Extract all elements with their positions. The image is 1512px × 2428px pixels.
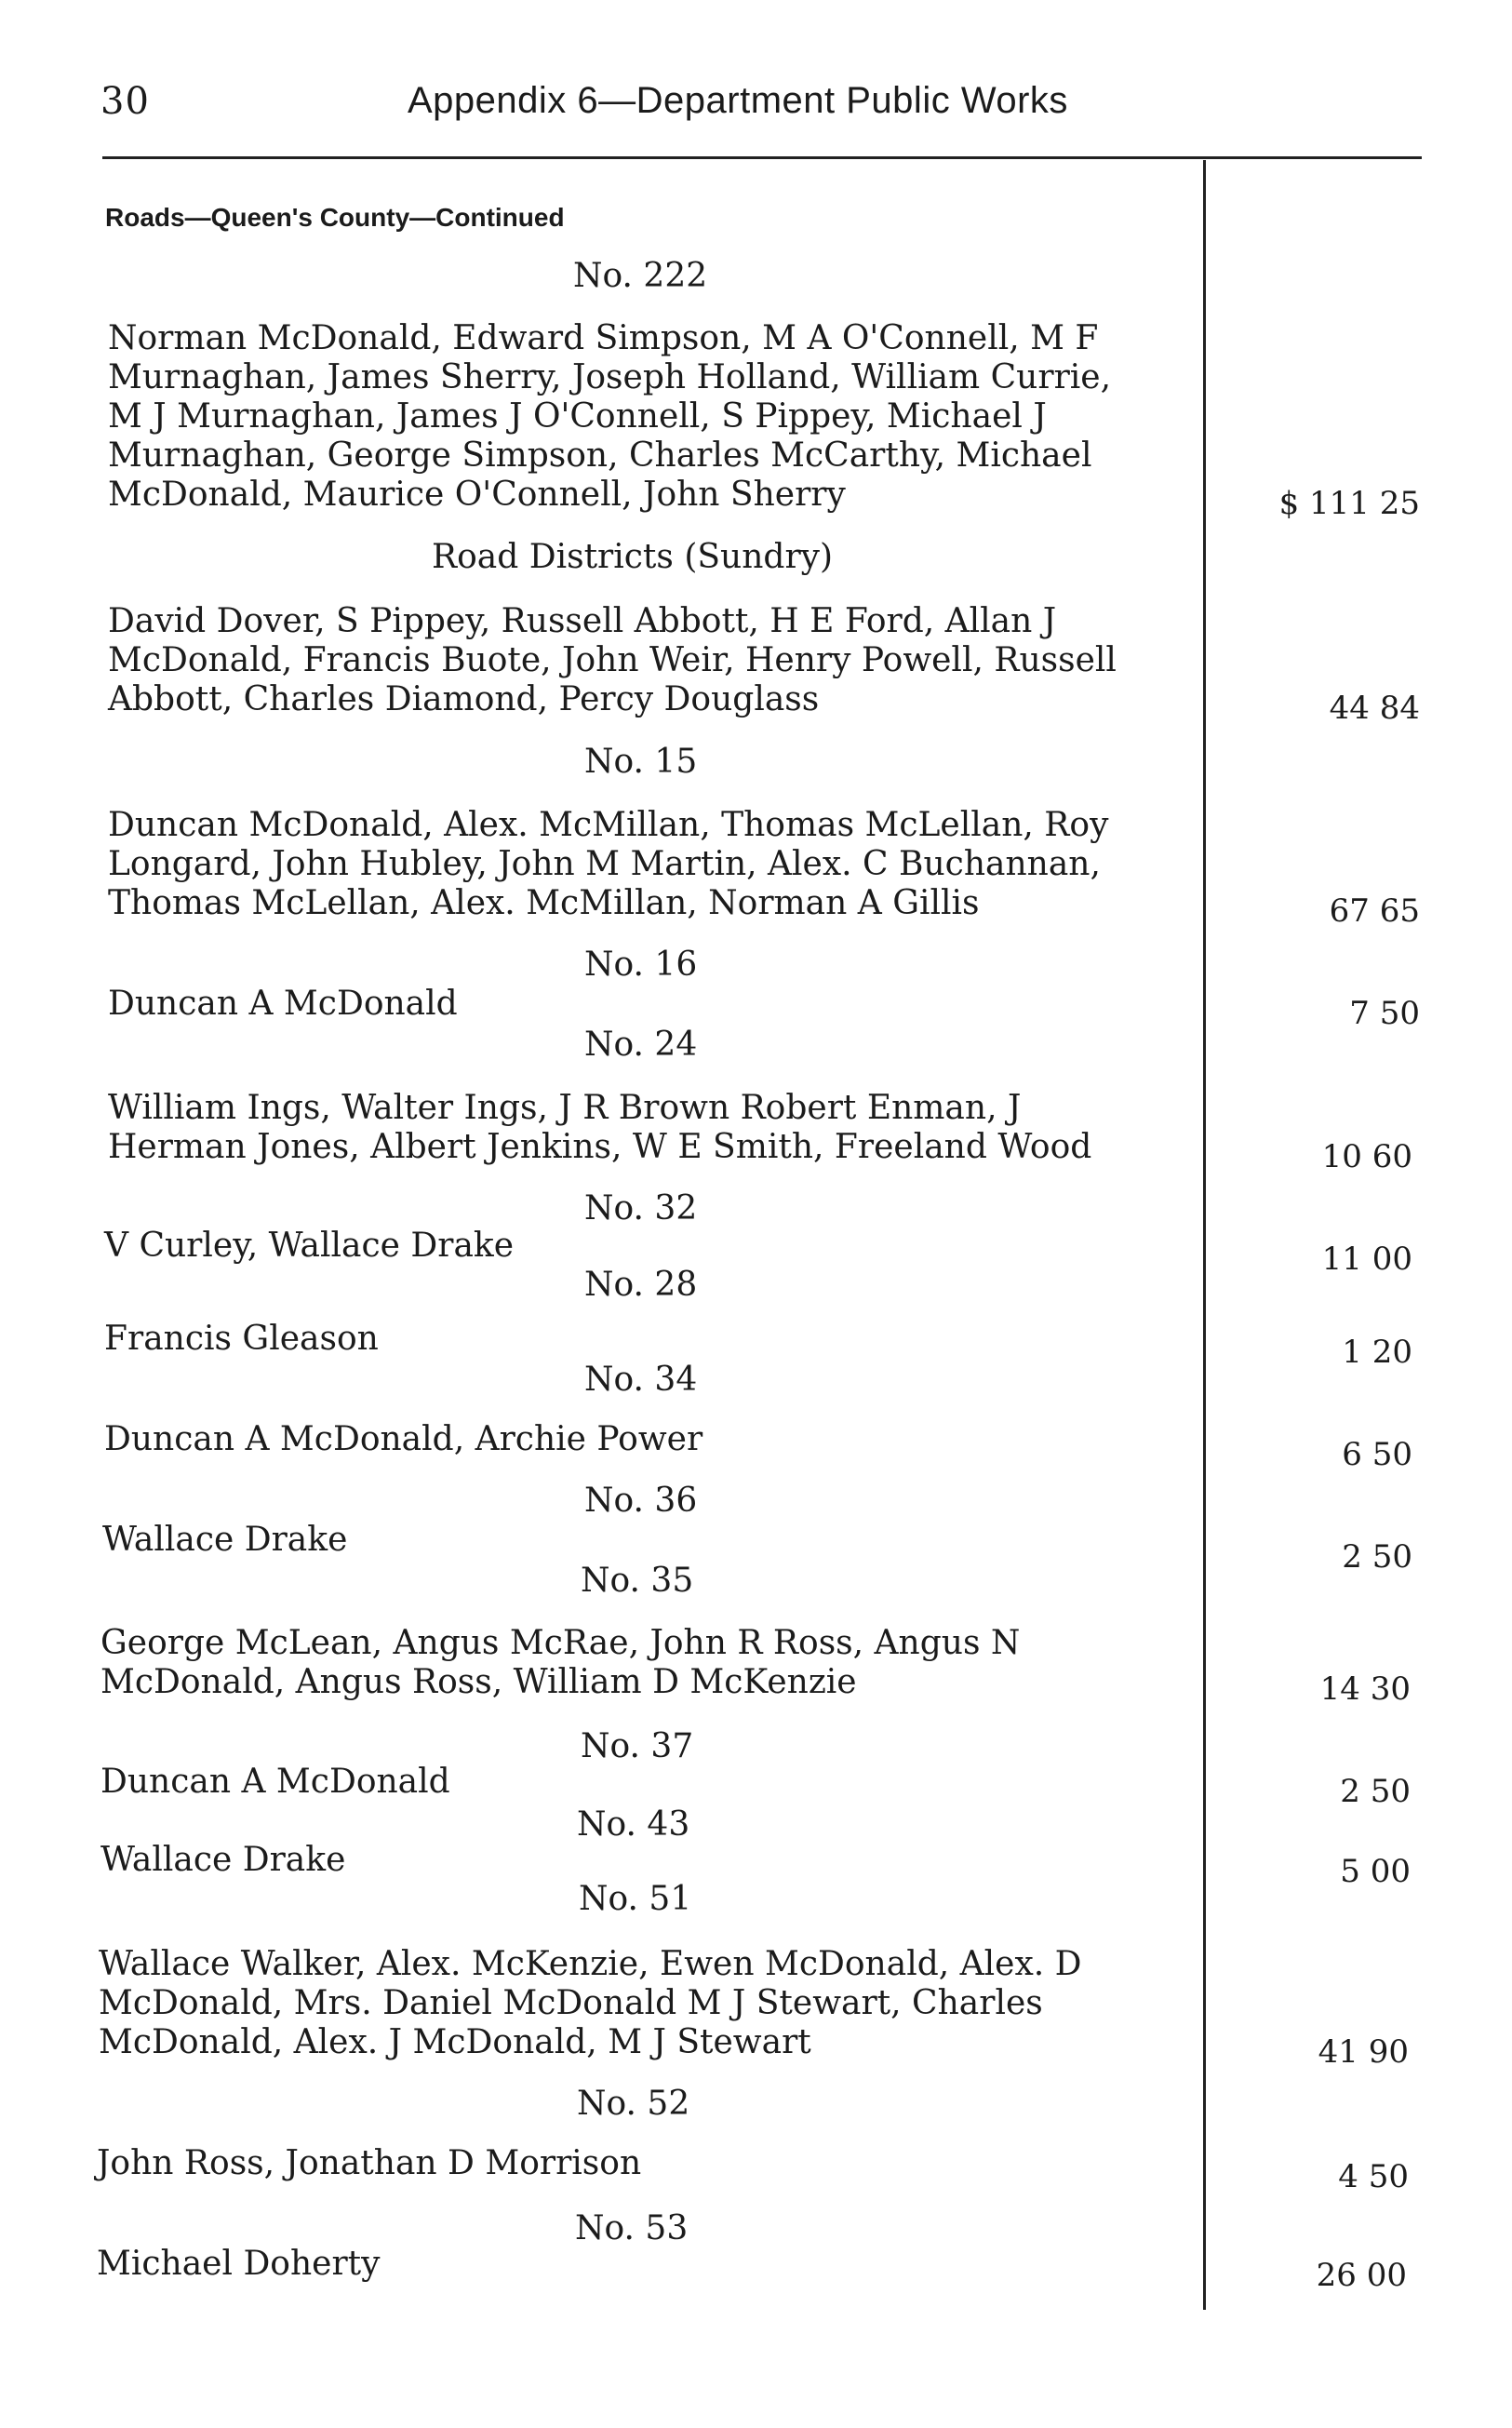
district-heading: No. 51 <box>579 1880 692 1918</box>
entry-line: McDonald, Mrs. Daniel McDonald M J Stewart, Charles <box>99 1984 1043 2022</box>
entry-line: George McLean, Angus McRae, John R Ross, Angus N <box>100 1624 1021 1662</box>
header-rule <box>102 156 1422 159</box>
entry-line: Wallace Walker, Alex. McKenzie, Ewen McDonald, Alex. D <box>99 1945 1082 1983</box>
entry-line: Michael Doherty <box>97 2245 381 2283</box>
district-heading: No. 222 <box>573 257 708 295</box>
entry-line: David Dover, S Pippey, Russell Abbott, H E Ford, Allan J <box>108 602 1057 640</box>
entry-line: V Curley, Wallace Drake <box>104 1227 515 1265</box>
entry-amount: 11 00 <box>1321 1241 1412 1278</box>
entry-amount: 26 00 <box>1316 2257 1407 2294</box>
entry-amount: 10 60 <box>1321 1138 1412 1175</box>
district-heading: No. 36 <box>584 1482 698 1520</box>
entry-line: McDonald, Angus Ross, William D McKenzie <box>100 1663 857 1701</box>
entry-amount: 7 50 <box>1349 995 1420 1032</box>
entry-line: M J Murnaghan, James J O'Connell, S Pippey, Michael J <box>108 397 1047 436</box>
entry-line: Murnaghan, James Sherry, Joseph Holland, William Currie, <box>108 358 1112 396</box>
page-number: 30 <box>100 80 150 123</box>
district-heading: Road Districts (Sundry) <box>432 538 834 576</box>
entry-line: Wallace Drake <box>102 1521 348 1559</box>
entry-line: Duncan A McDonald <box>108 985 458 1023</box>
entry-amount: 5 00 <box>1340 1853 1411 1890</box>
district-heading: No. 35 <box>581 1562 694 1600</box>
section-heading: Roads—Queen's County—Continued <box>105 203 565 232</box>
entry-line: McDonald, Alex. J McDonald, M J Stewart <box>99 2023 811 2061</box>
entry-line: McDonald, Maurice O'Connell, John Sherry <box>108 476 846 514</box>
entry-amount: 14 30 <box>1319 1670 1411 1708</box>
district-heading: No. 16 <box>584 946 698 984</box>
entry-line: Norman McDonald, Edward Simpson, M A O'Connell, M F <box>108 319 1099 357</box>
entry-line: Duncan McDonald, Alex. McMillan, Thomas McLellan, Roy <box>108 806 1109 844</box>
entry-amount: 44 84 <box>1329 690 1420 727</box>
entry-line: Abbott, Charles Diamond, Percy Douglass <box>108 680 820 718</box>
amount-column-rule <box>1203 160 1206 2310</box>
entry-amount: 2 50 <box>1340 1773 1411 1810</box>
entry-line: Longard, John Hubley, John M Martin, Alex. C Buchannan, <box>108 845 1101 883</box>
district-heading: No. 43 <box>577 1805 690 1844</box>
entry-amount: $ 111 25 <box>1278 485 1420 522</box>
entry-line: Herman Jones, Albert Jenkins, W E Smith, Freeland Wood <box>108 1128 1092 1166</box>
entry-line: John Ross, Jonathan D Morrison <box>97 2144 642 2182</box>
district-heading: No. 37 <box>581 1727 694 1765</box>
entry-line: Francis Gleason <box>104 1320 379 1358</box>
entry-amount: 41 90 <box>1318 2033 1409 2071</box>
entry-amount: 6 50 <box>1342 1436 1412 1473</box>
district-heading: No. 15 <box>584 743 698 781</box>
entry-line: Murnaghan, George Simpson, Charles McCarthy, Michael <box>108 436 1092 475</box>
entry-line: Wallace Drake <box>100 1841 346 1879</box>
entry-line: Duncan A McDonald <box>100 1763 450 1801</box>
entry-amount: 67 65 <box>1329 892 1420 930</box>
entry-line: Duncan A McDonald, Archie Power <box>104 1420 703 1458</box>
district-heading: No. 52 <box>577 2085 690 2123</box>
entry-line: William Ings, Walter Ings, J R Brown Robert Enman, J <box>108 1089 1022 1127</box>
entry-line: Thomas McLellan, Alex. McMillan, Norman A Gillis <box>108 884 980 922</box>
running-head: Appendix 6—Department Public Works <box>408 80 1068 121</box>
entry-line: McDonald, Francis Buote, John Weir, Henry Powell, Russell <box>108 641 1117 679</box>
entry-amount: 2 50 <box>1342 1538 1412 1576</box>
entry-amount: 1 20 <box>1342 1334 1412 1371</box>
entry-amount: 4 50 <box>1338 2158 1409 2195</box>
district-heading: No. 32 <box>584 1189 698 1227</box>
district-heading: No. 24 <box>584 1026 698 1064</box>
district-heading: No. 28 <box>584 1266 698 1304</box>
district-heading: No. 53 <box>575 2209 689 2247</box>
district-heading: No. 34 <box>584 1361 698 1399</box>
